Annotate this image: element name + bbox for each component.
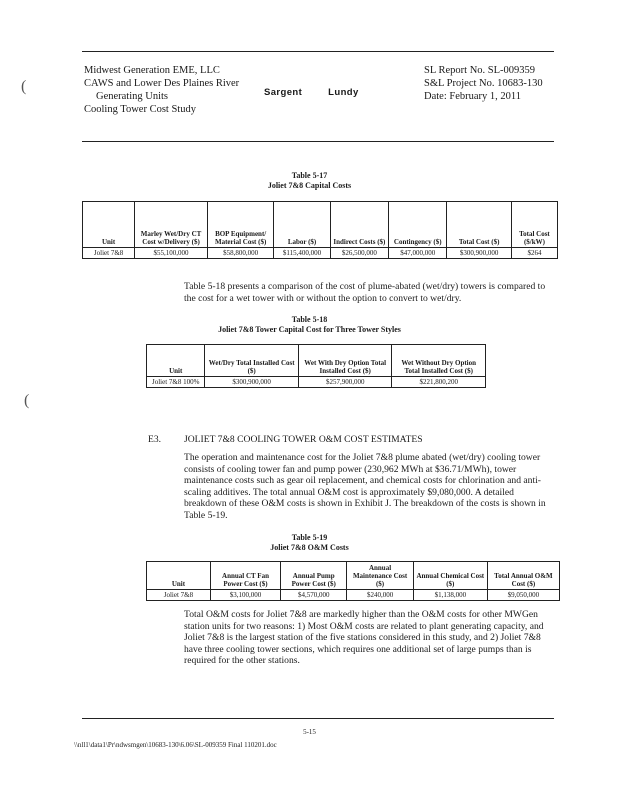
- paragraph-om-comparison: Total O&M costs for Joliet 7&8 are markedly higher than the O&M costs for other MWGen station units for two reasons: 1) Most O&M costs are related to plant generating capacity, and Joliet 7&8 is the largest station of the five stations considered in this study, and 2) Joliet 7&8 have three cooling tower sections, which requires one additional set of large pumps than is required for the other stations.: [184, 609, 544, 667]
- table-5-18-caption-number: Table 5-18: [291, 315, 328, 324]
- table-header-cell: Total Annual O&M Cost ($): [487, 562, 559, 590]
- table-cell: $55,100,000: [135, 248, 208, 259]
- table-cell: Joliet 7&8 100%: [147, 377, 205, 388]
- sargent-lundy-logo: [264, 87, 359, 98]
- section-number: E3.: [148, 434, 162, 445]
- table-cell: $3,100,000: [210, 590, 280, 601]
- table-5-17-caption-title: Joliet 7&8 Capital Costs: [267, 181, 352, 190]
- table-5-18-caption-title: Joliet 7&8 Tower Capital Cost for Three Tower Styles: [218, 325, 401, 334]
- table-header-cell: Annual Pump Power Cost ($): [281, 562, 347, 590]
- table-header-cell: Wet/Dry Total Installed Cost ($): [205, 345, 299, 377]
- header-report-block: [424, 64, 543, 103]
- table-header-cell: Total Cost ($/kW): [511, 202, 557, 248]
- header-bottom-rule: [82, 141, 554, 142]
- table-cell: $300,900,000: [447, 248, 511, 259]
- table-5-19: [146, 561, 560, 601]
- section-title: JOLIET 7&8 COOLING TOWER O&M COST ESTIMATES: [184, 434, 423, 445]
- paragraph-om-description: The operation and maintenance cost for the Joliet 7&8 plume abated (wet/dry) cooling tower consists of cooling tower fan and pump power (230,962 MWh at $36.71/MWh), tower maintenance costs such as gear oil replacement, and chemical costs for chlorination and anti-scaling additives. The total annual O&M cost is approximately $9,080,000. A detailed breakdown of these O&M costs is shown in Exhibit J. The breakdown of the costs is shown in Table 5-19.: [184, 452, 546, 521]
- table-cell: $4,570,000: [281, 590, 347, 601]
- footer-rule: [82, 718, 554, 719]
- table-5-17-caption-number: Table 5-17: [291, 171, 328, 180]
- table-header-cell: Indirect Costs ($): [330, 202, 388, 248]
- table-cell: $115,400,000: [274, 248, 330, 259]
- table-header-cell: Wet With Dry Option Total Installed Cost ($): [298, 345, 392, 377]
- table-header-cell: Annual CT Fan Power Cost ($): [210, 562, 280, 590]
- section-heading: [148, 434, 423, 445]
- table-header-cell: Wet Without Dry Option Total Installed Cost ($): [392, 345, 486, 377]
- header-report-line: S&L Project No. 10683-130: [424, 78, 543, 89]
- header-top-rule: [82, 51, 554, 52]
- header-client-block: [84, 64, 239, 116]
- table-cell: $221,800,200: [392, 377, 486, 388]
- table-5-19-caption-number: Table 5-19: [291, 533, 328, 542]
- table-header-cell: Annual Maintenance Cost ($): [347, 562, 413, 590]
- table-header-cell: Total Cost ($): [447, 202, 511, 248]
- table-cell: $300,900,000: [205, 377, 299, 388]
- table-cell: $1,138,000: [413, 590, 487, 601]
- header-client-line: CAWS and Lower Des Plaines River: [84, 78, 240, 89]
- table-header-cell: BOP Equipment/ Material Cost ($): [207, 202, 274, 248]
- header-report-line: Date: February 1, 2011: [424, 91, 522, 102]
- table-cell: Joliet 7&8: [147, 590, 211, 601]
- table-header-cell: Contingency ($): [389, 202, 447, 248]
- table-cell: $264: [511, 248, 557, 259]
- table-5-18: [146, 344, 486, 388]
- table-cell: $9,050,000: [487, 590, 559, 601]
- scan-mark-left-icon: (: [21, 78, 27, 95]
- table-cell: $240,000: [347, 590, 413, 601]
- table-5-19-caption-title: Joliet 7&8 O&M Costs: [270, 543, 349, 552]
- scan-mark-left-icon: (: [24, 392, 30, 409]
- file-path: \\nll1\data1\Pr\ndwsmgen\10683-130\6.06\SL-009359 Final 110201.doc: [74, 741, 277, 749]
- header-client-line: Midwest Generation EME, LLC: [84, 65, 220, 76]
- table-cell: $58,800,000: [207, 248, 274, 259]
- logo-text-right: Lundy: [328, 87, 359, 98]
- paragraph-table-5-18-intro: Table 5-18 presents a comparison of the cost of plume-abated (wet/dry) towers is compared to the cost for a wet tower with or without the option to convert to wet/dry.: [184, 281, 546, 304]
- header-report-line: SL Report No. SL-009359: [424, 65, 536, 76]
- header-client-line: Generating Units: [96, 91, 169, 102]
- logo-text-left: Sargent: [264, 87, 303, 98]
- table-cell: Joliet 7&8: [83, 248, 135, 259]
- table-header-cell: Marley Wet/Dry CT Cost w/Delivery ($): [135, 202, 208, 248]
- table-cell: $47,000,000: [389, 248, 447, 259]
- table-5-17: [82, 201, 558, 259]
- header-client-line: Cooling Tower Cost Study: [84, 104, 196, 115]
- table-header-cell: Unit: [147, 345, 205, 377]
- table-header-cell: Annual Chemical Cost ($): [413, 562, 487, 590]
- table-cell: $26,500,000: [330, 248, 388, 259]
- table-header-cell: Labor ($): [274, 202, 330, 248]
- table-header-cell: Unit: [83, 202, 135, 248]
- table-header-cell: Unit: [147, 562, 211, 590]
- page-number: 5-15: [303, 728, 316, 736]
- table-cell: $257,900,000: [298, 377, 392, 388]
